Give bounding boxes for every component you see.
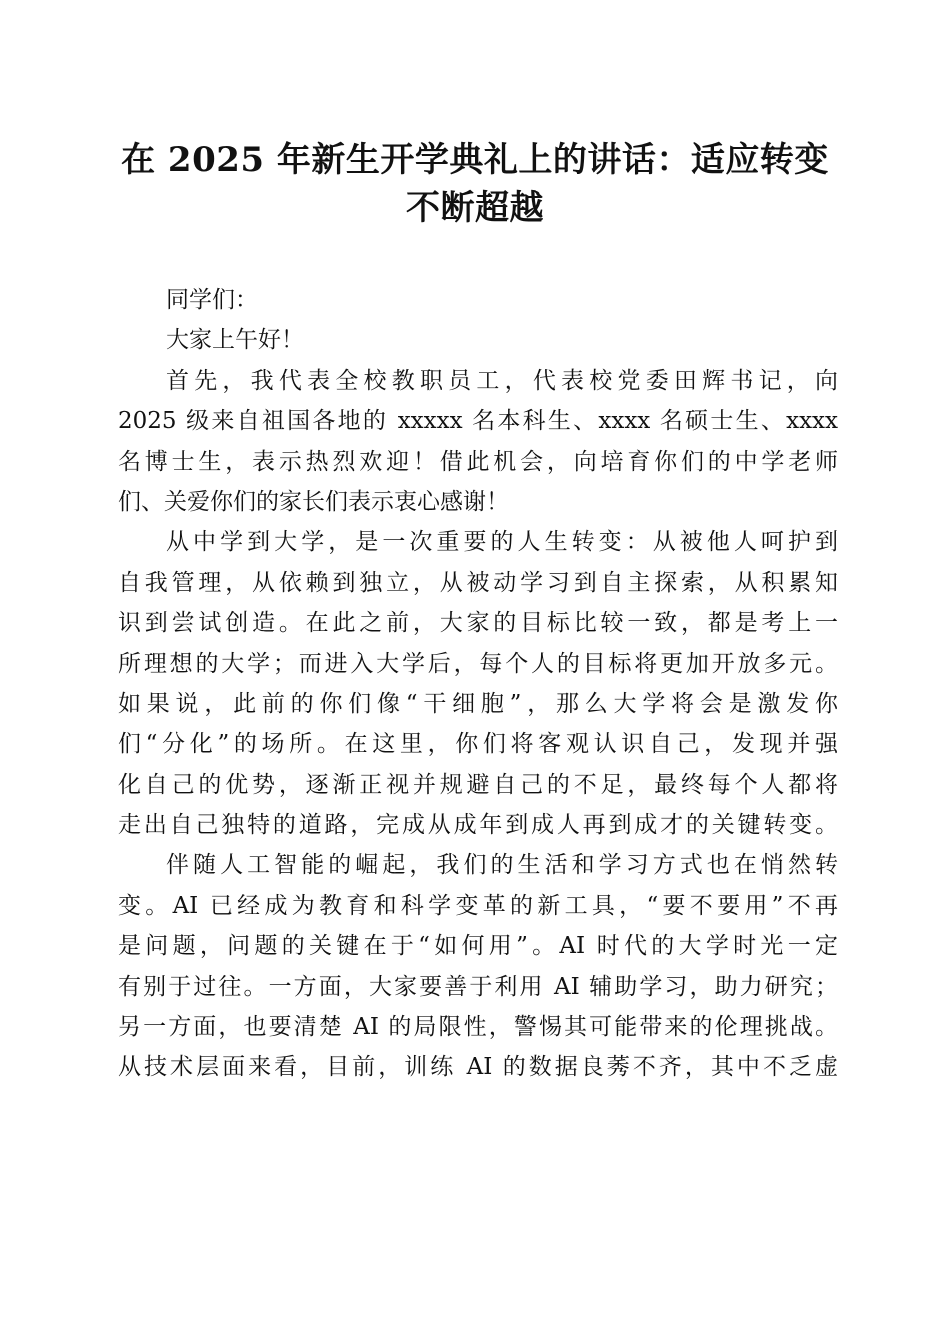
title-line-1: 在 2025 年新生开学典礼上的讲话：适应转变 [121, 140, 829, 180]
paragraph-1-line: 2025 级来自祖国各地的 xxxxx 名本科生、xxxx 名硕士生、xxxx [118, 408, 838, 435]
paragraph-2-line: 走出自己独特的道路，完成从成年到成人再到成才的关键转变。 [118, 812, 838, 839]
greeting-line: 大家上午好！ [166, 327, 304, 354]
paragraph-3-line: 有别于过往。一方面，大家要善于利用 AI 辅助学习，助力研究； [118, 973, 838, 1000]
document-title [110, 136, 840, 232]
paragraph-2-line: 自我管理，从依赖到独立，从被动学习到自主探索，从积累知 [118, 569, 838, 596]
paragraph-2-line: 从中学到大学，是一次重要的人生转变：从被他人呵护到 [166, 529, 838, 556]
title-line-2: 不断超越 [406, 188, 544, 228]
document-body [118, 280, 838, 1088]
paragraph-1-line: 首先，我代表全校教职员工，代表校党委田辉书记，向 [166, 367, 838, 394]
paragraph-1-line: 们、关爱你们的家长们表示衷心感谢！ [118, 488, 509, 515]
paragraph-2-line: 识到尝试创造。在此之前，大家的目标比较一致，都是考上一 [118, 610, 838, 637]
paragraph-2-line: 们“分化”的场所。在这里，你们将客观认识自己，发现并强 [118, 731, 838, 758]
paragraph-2-line: 化自己的优势，逐渐正视并规避自己的不足，最终每个人都将 [118, 771, 838, 798]
paragraph-3-line: 是问题，问题的关键在于“如何用”。AI 时代的大学时光一定 [118, 933, 838, 960]
salutation-line: 同学们： [166, 287, 258, 313]
paragraph-3-line: 伴随人工智能的崛起，我们的生活和学习方式也在悄然转 [166, 852, 838, 879]
paragraph-3-line: 从技术层面来看，目前，训练 AI 的数据良莠不齐，其中不乏虚 [118, 1054, 838, 1081]
paragraph-2-line: 所理想的大学；而进入大学后，每个人的目标将更加开放多元。 [118, 650, 838, 677]
paragraph-3-line: 变。AI 已经成为教育和科学变革的新工具，“要不要用”不再 [118, 892, 838, 919]
paragraph-2-line: 如果说，此前的你们像“干细胞”，那么大学将会是激发你 [118, 690, 838, 717]
paragraph-3-line: 另一方面，也要清楚 AI 的局限性，警惕其可能带来的伦理挑战。 [118, 1014, 838, 1041]
paragraph-1-line: 名博士生，表示热烈欢迎！借此机会，向培育你们的中学老师 [118, 448, 838, 475]
